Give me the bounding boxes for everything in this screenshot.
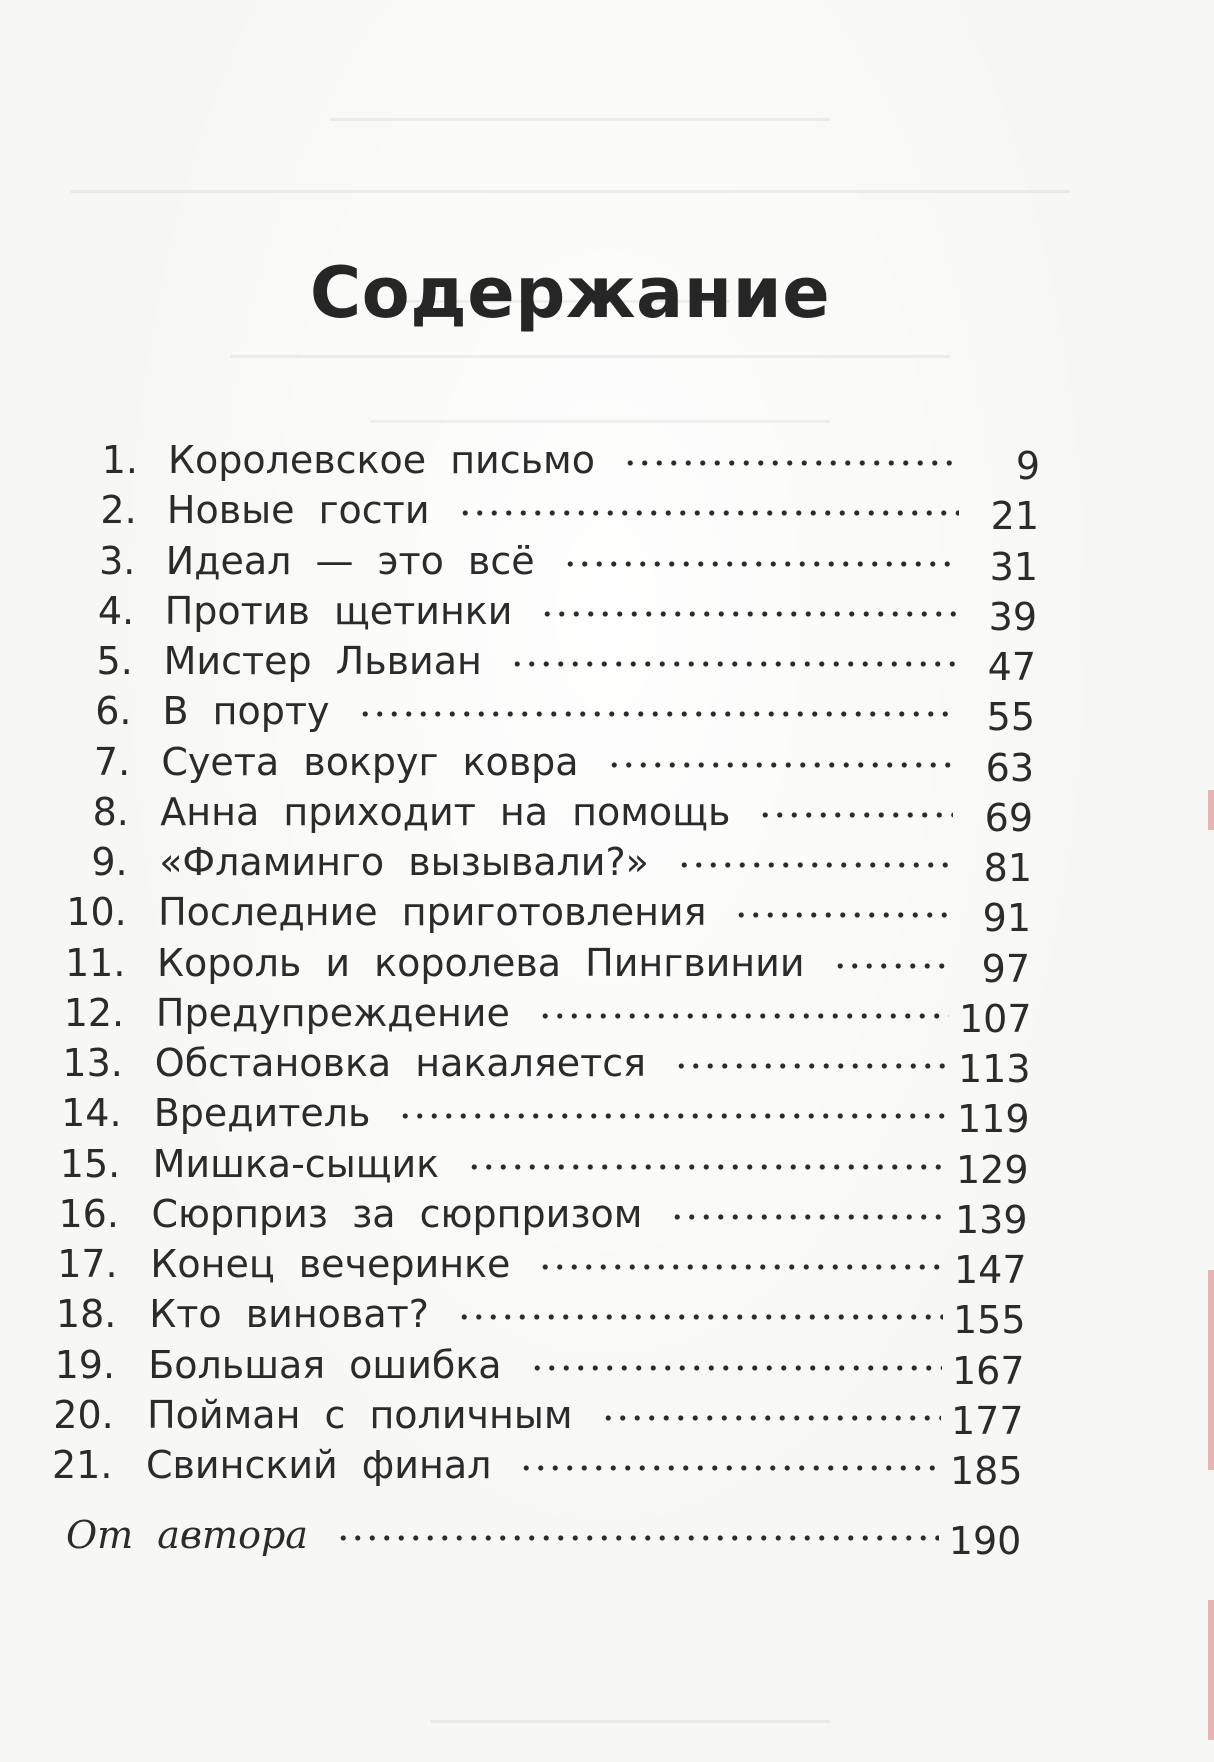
- chapter-page-number: 97: [981, 946, 1030, 991]
- chapter-title: В порту: [162, 689, 330, 734]
- chapter-page-number: 107: [959, 996, 1032, 1041]
- chapter-page-number: 155: [953, 1298, 1026, 1343]
- chapter-page-number: 69: [984, 795, 1033, 840]
- chapter-title: Конец вечеринке: [150, 1242, 511, 1286]
- chapter-page-number: 185: [950, 1449, 1023, 1493]
- chapter-number: 21.: [52, 1443, 113, 1487]
- dot-leader: [510, 660, 956, 668]
- chapter-title: Кто виноват?: [149, 1292, 429, 1337]
- chapter-title: Мистер Львиан: [163, 639, 482, 683]
- chapter-title: Анна приходит на помощь: [160, 789, 731, 834]
- chapter-number: 6.: [95, 689, 132, 734]
- chapter-title: Обстановка накаляется: [154, 1041, 647, 1085]
- chapter-number: 2.: [100, 488, 137, 533]
- page-title: Содержание: [309, 251, 831, 334]
- toc-row: [0, 837, 1214, 890]
- chapter-number: 4.: [97, 588, 135, 633]
- chapter-title: Новые гости: [166, 488, 430, 533]
- chapter-page-number: 31: [989, 544, 1038, 589]
- chapter-page-number: 113: [958, 1047, 1031, 1091]
- chapter-title: Предупреждение: [155, 990, 510, 1035]
- chapter-number: 11.: [65, 940, 126, 985]
- chapter-number: 17.: [57, 1242, 118, 1286]
- chapter-title: Суета вокруг ковра: [161, 739, 579, 784]
- chapter-number: 18.: [55, 1292, 117, 1337]
- chapter-page-number: 47: [987, 645, 1036, 689]
- chapter-page-number: 91: [982, 896, 1031, 941]
- chapter-title: Король и королева Пингвинии: [157, 940, 805, 985]
- toc-row: [0, 887, 1214, 941]
- dot-leader: [538, 1263, 944, 1271]
- dot-leader: [601, 1414, 941, 1422]
- toc-row: [0, 636, 1214, 689]
- toc-row: [0, 1038, 1214, 1091]
- dot-leader: [677, 861, 952, 869]
- afterword-title: От автора: [66, 1513, 308, 1557]
- toc-row: [0, 1239, 1214, 1292]
- dot-leader: [538, 1012, 949, 1020]
- toc-row: [0, 988, 1214, 1041]
- chapter-number: 5.: [96, 639, 133, 683]
- toc-row: [0, 1139, 1214, 1192]
- chapter-page-number: 119: [957, 1097, 1030, 1142]
- chapter-page-number: 177: [951, 1398, 1024, 1443]
- chapter-number: 15.: [59, 1141, 121, 1186]
- dot-leader: [398, 1112, 947, 1120]
- chapter-number: 13.: [62, 1041, 123, 1085]
- dot-leader: [519, 1464, 940, 1472]
- toc-row: [0, 787, 1214, 840]
- toc-row: [0, 1340, 1214, 1393]
- chapter-page-number: 63: [985, 745, 1034, 790]
- chapter-page-number: 167: [952, 1348, 1025, 1393]
- chapter-number: 14.: [61, 1091, 122, 1136]
- chapter-title: Свинский финал: [146, 1443, 492, 1487]
- dot-leader: [563, 560, 958, 568]
- dot-leader: [530, 1364, 942, 1372]
- chapter-number: 3.: [99, 538, 136, 583]
- chapter-title: Вредитель: [153, 1091, 371, 1136]
- chapter-title: Большая ошибка: [148, 1342, 502, 1387]
- chapter-page-number: 147: [954, 1248, 1027, 1292]
- toc-row: [0, 1289, 1214, 1343]
- chapter-title: Идеал — это всё: [165, 538, 535, 583]
- chapter-title: Пойман с поличным: [147, 1392, 573, 1437]
- toc-row: [0, 435, 1214, 488]
- chapter-number: 7.: [93, 739, 131, 784]
- dot-leader: [674, 1062, 948, 1070]
- toc-row: [0, 1088, 1214, 1142]
- toc-row: [0, 938, 1214, 991]
- toc-row: [0, 686, 1214, 740]
- chapter-title: Против щетинки: [164, 588, 513, 633]
- toc-row: [0, 485, 1214, 539]
- chapter-page-number: 9: [1015, 444, 1040, 488]
- chapter-title: Сюрприз за сюрпризом: [151, 1191, 643, 1236]
- chapter-number: 16.: [58, 1191, 119, 1236]
- chapter-page-number: 139: [955, 1197, 1028, 1242]
- dot-leader: [670, 1213, 945, 1221]
- chapter-number: 8.: [92, 789, 129, 834]
- toc-row: [0, 737, 1214, 790]
- chapter-number: 1.: [101, 438, 138, 482]
- chapter-number: 9.: [91, 840, 128, 884]
- dot-leader: [467, 1163, 946, 1171]
- chapter-number: 10.: [66, 890, 127, 935]
- chapter-page-number: 81: [983, 846, 1032, 890]
- chapter-page-number: 21: [990, 494, 1039, 539]
- dot-leader: [358, 710, 956, 718]
- toc-row: [0, 1440, 1214, 1493]
- chapter-number: 20.: [53, 1392, 114, 1437]
- chapter-page-number: 129: [956, 1147, 1029, 1192]
- dot-leader: [734, 911, 951, 919]
- dot-leader: [336, 1534, 939, 1542]
- chapter-title: «Фламинго вызывали?»: [159, 840, 649, 884]
- chapter-number: 12.: [63, 990, 125, 1035]
- toc-row: [0, 1189, 1214, 1242]
- chapter-title: Мишка-сыщик: [152, 1141, 440, 1186]
- toc-afterword-row: [0, 1510, 1214, 1563]
- toc-row: [0, 586, 1214, 639]
- chapter-number: 19.: [54, 1342, 116, 1387]
- dot-leader: [833, 962, 950, 970]
- chapter-title: Последние приготовления: [158, 890, 707, 935]
- afterword-page-number: 190: [948, 1519, 1022, 1563]
- dot-leader: [540, 610, 957, 618]
- chapter-title: Королевское письмо: [168, 438, 595, 482]
- chapter-page-number: 39: [988, 594, 1037, 639]
- toc-row: [0, 1390, 1214, 1443]
- dot-leader: [458, 509, 959, 517]
- dot-leader: [758, 811, 953, 819]
- chapter-page-number: 55: [986, 695, 1035, 740]
- dot-leader: [457, 1313, 943, 1321]
- dot-leader: [607, 761, 954, 769]
- toc-row: [0, 536, 1214, 589]
- dot-leader: [623, 459, 960, 467]
